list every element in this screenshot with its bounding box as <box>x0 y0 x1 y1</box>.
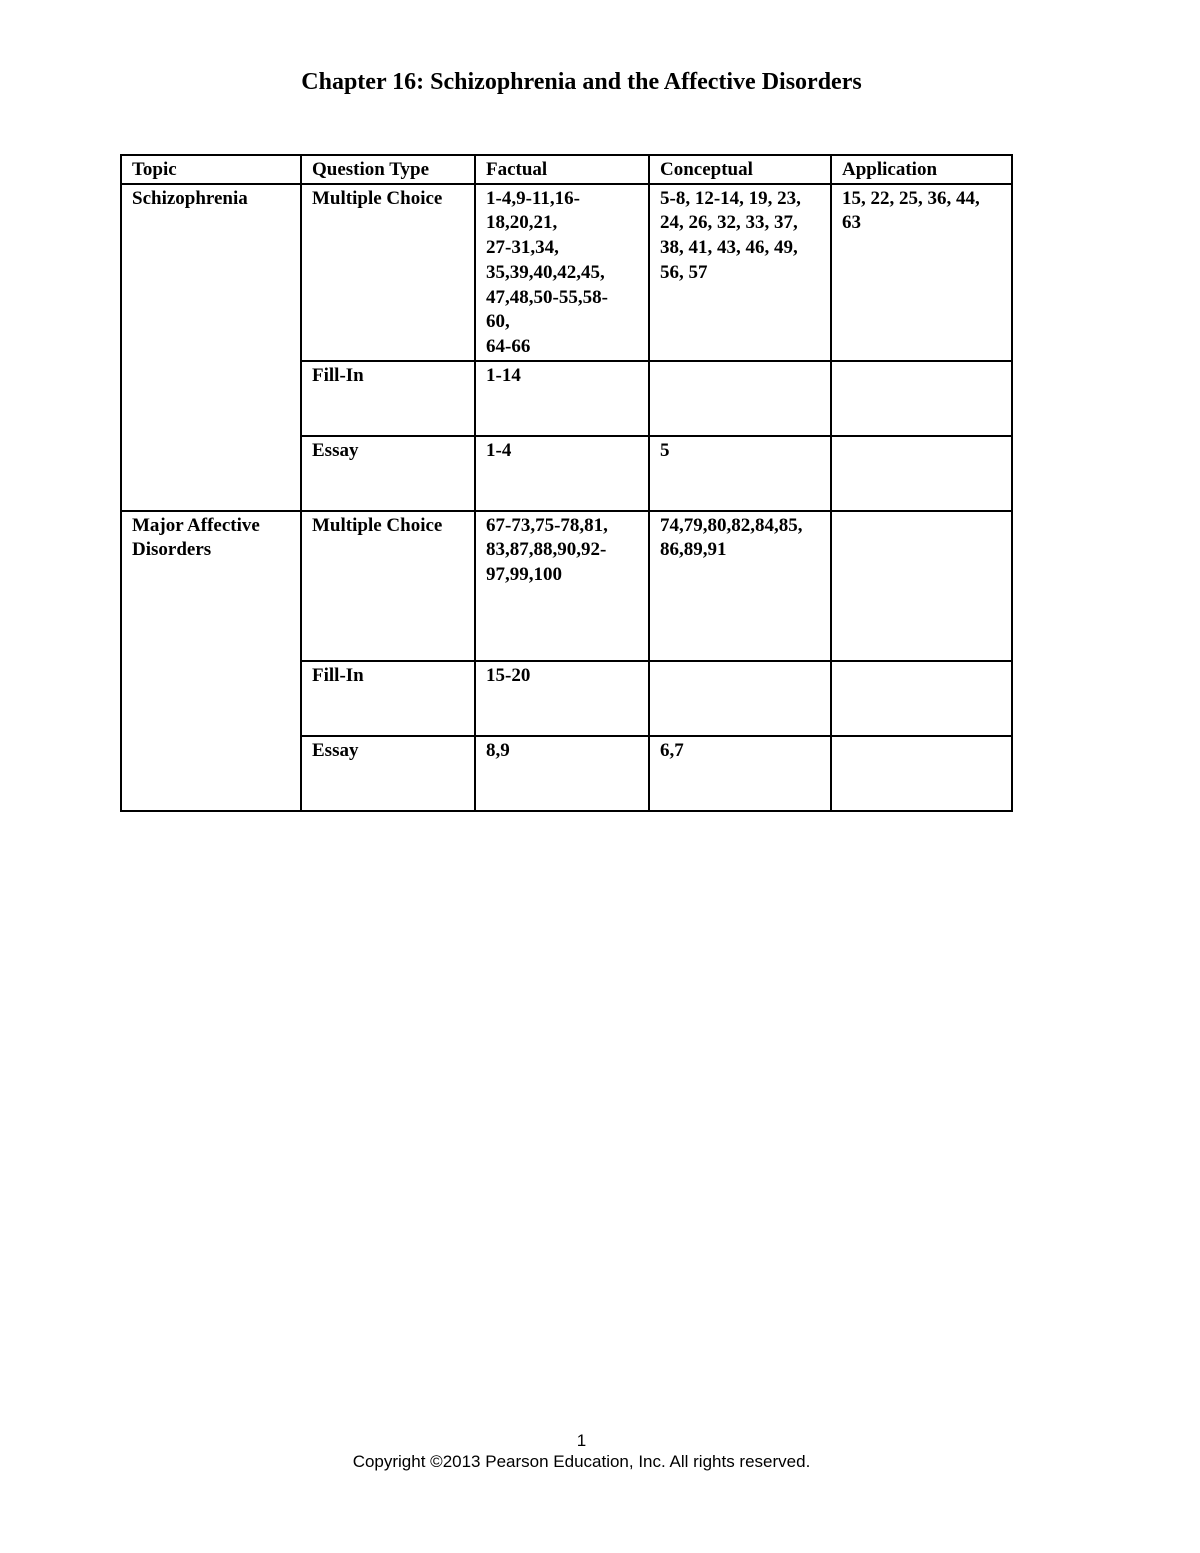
copyright-notice: Copyright ©2013 Pearson Education, Inc. All rights reserved. <box>352 1452 811 1471</box>
header-conceptual: Conceptual <box>649 155 831 184</box>
question-type-cell: Multiple Choice <box>301 184 475 361</box>
conceptual-cell <box>649 661 831 736</box>
application-cell: 15, 22, 25, 36, 44, 63 <box>831 184 1012 361</box>
table-row <box>121 184 1012 361</box>
conceptual-cell: 74,79,80,82,84,85, 86,89,91 <box>649 511 831 661</box>
conceptual-cell: 5 <box>649 436 831 511</box>
header-question-type: Question Type <box>301 155 475 184</box>
header-topic: Topic <box>121 155 301 184</box>
page-number: 1 <box>576 1431 587 1450</box>
application-cell <box>831 436 1012 511</box>
question-type-cell: Essay <box>301 436 475 511</box>
question-type-cell: Fill-In <box>301 661 475 736</box>
application-cell <box>831 736 1012 811</box>
factual-cell: 1-4,9-11,16- 18,20,21, 27-31,34, 35,39,40,42,45, 47,48,50-55,58- 60, 64-66 <box>475 184 649 361</box>
question-bank-table <box>120 154 1013 812</box>
topic-cell-schizophrenia: Schizophrenia <box>121 184 301 511</box>
application-cell <box>831 511 1012 661</box>
table-row <box>121 511 1012 661</box>
conceptual-cell: 5-8, 12-14, 19, 23, 24, 26, 32, 33, 37, 38, 41, 43, 46, 49, 56, 57 <box>649 184 831 361</box>
question-type-cell: Fill-In <box>301 361 475 436</box>
header-application: Application <box>831 155 1012 184</box>
factual-cell: 1-14 <box>475 361 649 436</box>
table-header-row <box>121 155 1012 184</box>
conceptual-cell <box>649 361 831 436</box>
factual-cell: 1-4 <box>475 436 649 511</box>
topic-cell-major-affective-disorders: Major Affective Disorders <box>121 511 301 811</box>
factual-cell: 8,9 <box>475 736 649 811</box>
factual-cell: 67-73,75-78,81, 83,87,88,90,92- 97,99,100 <box>475 511 649 661</box>
question-type-cell: Essay <box>301 736 475 811</box>
page-title: Chapter 16: Schizophrenia and the Affective Disorders <box>301 69 862 95</box>
application-cell <box>831 361 1012 436</box>
question-type-cell: Multiple Choice <box>301 511 475 661</box>
application-cell <box>831 661 1012 736</box>
conceptual-cell: 6,7 <box>649 736 831 811</box>
factual-cell: 15-20 <box>475 661 649 736</box>
header-factual: Factual <box>475 155 649 184</box>
